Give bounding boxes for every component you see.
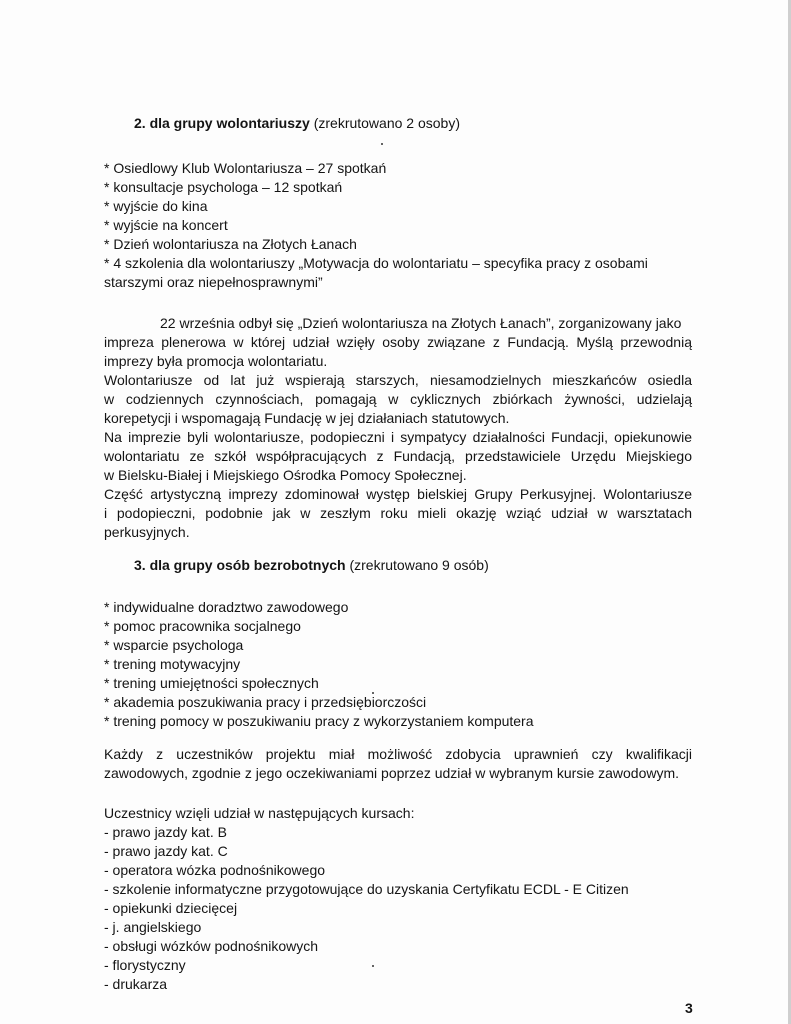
paragraph-line: Część artystyczną imprezy zdominował występ bielskiej Grupy Perkusyjnej. Wolontariusze [104,486,692,502]
list-item: * 4 szkolenia dla wolontariuszy „Motywacja do wolontariatu – specyfika pracy z osobami [104,255,648,271]
courses-intro: Uczestnicy wzięli udział w następujących kursach: [104,805,415,821]
paragraph-line: Na imprezie byli wolontariusze, podopieczni i sympatycy działalności Fundacji, opiekunowie [104,429,692,445]
paragraph-line: imprezy była promocja wolontariatu. [104,353,328,369]
paragraph-line: Każdy z uczestników projektu miał możliwość zdobycia uprawnień czy kwalifikacji [104,746,692,762]
list-item: * indywidualne doradztwo zawodowego [104,599,349,615]
list-item: * Dzień wolontariusza na Złotych Łanach [104,236,357,252]
paragraph-line: w Bielsku-Białej i Miejskiego Ośrodka Pomocy Społecznej. [104,467,467,483]
section-3-heading-bold: 3. dla grupy osób bezrobotnych [134,557,346,573]
list-item: * pomoc pracownika socjalnego [104,618,301,634]
section-2-heading-rest: (zrekrutowano 2 osoby) [309,115,460,131]
section-2-heading [134,114,460,133]
section-3-heading-rest: (zrekrutowano 9 osób) [345,557,489,573]
list-item: - florystyczny [104,957,186,973]
list-item: * wyjście do kina [104,198,208,214]
scan-speck [372,965,374,967]
list-item: starszymi oraz niepełnosprawnymi” [104,274,323,290]
list-item: * akademia poszukiwania pracy i przedsiębiorczości [104,694,427,710]
paragraph-line: wolontariatu ze szkół współpracujących z Fundacją, przedstawiciele Urzędu Miejskiego [104,448,692,464]
paragraph-line: Wolontariusze od lat już wspierają starszych, niesamodzielnych mieszkańców osiedla [104,372,692,388]
list-item: - prawo jazdy kat. B [104,824,227,840]
scan-speck [381,143,383,145]
page-number: 3 [685,1000,693,1016]
paragraph-line: impreza plenerowa w której udział wzięły osoby związane z Fundacją. Myślą przewodnią [104,334,692,350]
list-item: * trening umiejętności społecznych [104,675,319,691]
list-item: - opiekunki dziecięcej [104,900,238,916]
list-item: - szkolenie informatyczne przygotowujące do uzyskania Certyfikatu ECDL - E Citizen [104,881,629,897]
paragraph-line: 22 września odbył się „Dzień wolontariusza na Złotych Łanach”, zorganizowany jako [160,315,682,331]
list-item: - drukarza [104,976,168,992]
list-item: * trening motywacyjny [104,656,241,672]
list-item: * trening pomocy w poszukiwaniu pracy z wykorzystaniem komputera [104,713,534,729]
list-item: * konsultacje psychologa – 12 spotkań [104,179,343,195]
paragraph-line: korepetycji i wspomagają Fundację w jej działaniach statutowych. [104,410,510,426]
list-item: * wsparcie psychologa [104,637,244,653]
paragraph-line: perkusyjnych. [104,524,190,540]
scan-speck [372,692,374,694]
list-item: - obsługi wózków podnośnikowych [104,938,318,954]
paragraph-line: w codziennych czynnościach, pomagają w cyklicznych zbiórkach żywności, udzielają [104,391,692,407]
list-item: - prawo jazdy kat. C [104,843,228,859]
list-item: - operatora wózka podnośnikowego [104,862,326,878]
list-item: * Osiedlowy Klub Wolontariusza – 27 spotkań [104,160,387,176]
section-3-heading [134,556,489,575]
paragraph-line: zawodowych, zgodnie z jego oczekiwaniami poprzez udział w wybranym kursie zawodowym. [104,765,680,781]
list-item: * wyjście na koncert [104,217,228,233]
list-item: - j. angielskiego [104,919,202,935]
paragraph-line: i podopieczni, podobnie jak w zeszłym roku mieli okazję wziąć udział w warsztatach [104,505,692,521]
section-2-heading-bold: 2. dla grupy wolontariuszy [134,115,310,131]
